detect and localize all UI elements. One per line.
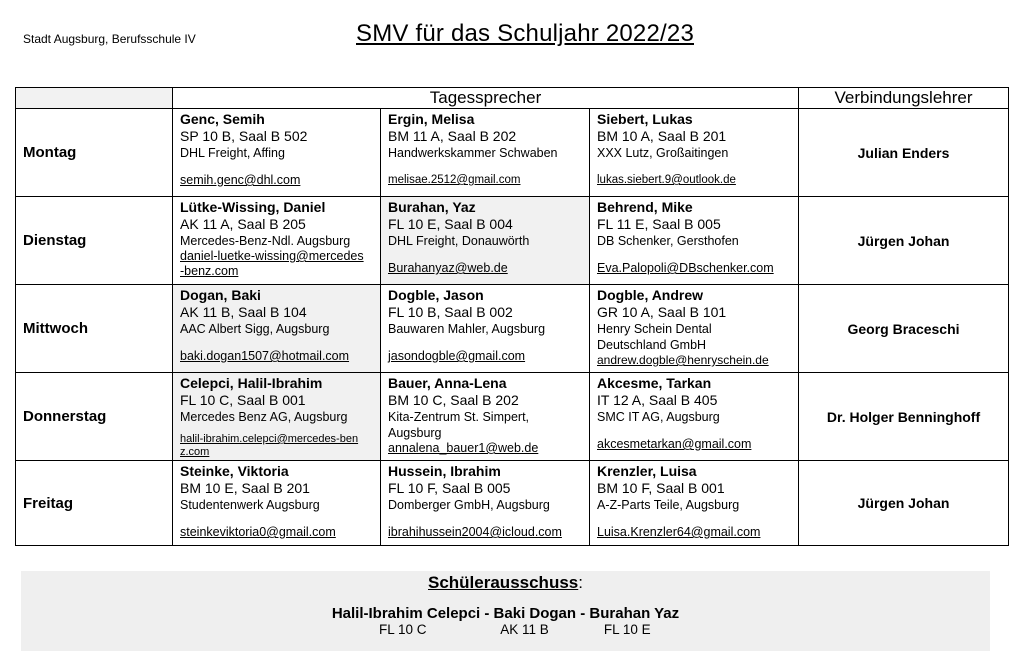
speaker-company: DHL Freight, Affing bbox=[180, 146, 285, 160]
speaker-email-link[interactable]: lukas.siebert.9@outlook.de bbox=[597, 174, 736, 186]
speaker-email-link[interactable]: ibrahihussein2004@icloud.com bbox=[388, 525, 562, 539]
speaker-company: Mercedes-Benz-Ndl. Augsburg bbox=[180, 234, 351, 248]
speaker-company: Domberger GmbH, Augsburg bbox=[388, 498, 550, 512]
liaison-teacher: Dr. Holger Benninghoff bbox=[799, 373, 1009, 461]
speaker-cell bbox=[381, 285, 590, 373]
header-speakers: Tagessprecher bbox=[173, 88, 799, 109]
speaker-class: BM 10 F, Saal B 001 bbox=[597, 480, 725, 496]
speaker-company: Studentenwerk Augsburg bbox=[180, 498, 320, 512]
day-label: Donnerstag bbox=[16, 373, 173, 461]
speaker-email-link[interactable]: steinkeviktoria0@gmail.com bbox=[180, 525, 336, 539]
speaker-email-link[interactable]: annalena_bauer1@web.de bbox=[388, 441, 539, 455]
speaker-company: Bauwaren Mahler, Augsburg bbox=[388, 322, 546, 336]
speaker-cell bbox=[173, 197, 381, 285]
speaker-cell bbox=[590, 197, 799, 285]
speaker-email-link[interactable]: Luisa.Krenzler64@gmail.com bbox=[597, 525, 761, 539]
speaker-cell bbox=[173, 373, 381, 461]
liaison-teacher: Jürgen Johan bbox=[799, 197, 1009, 285]
speaker-class: AK 11 B, Saal B 104 bbox=[180, 304, 307, 320]
table-row-dienstag bbox=[16, 197, 1009, 285]
speaker-class: FL 10 F, Saal B 005 bbox=[388, 480, 511, 496]
speaker-email-link[interactable]: halil-ibrahim.celepci@mercedes-benz.com bbox=[180, 433, 359, 458]
speaker-name: Ergin, Melisa bbox=[388, 111, 475, 127]
speaker-class: FL 11 E, Saal B 005 bbox=[597, 216, 721, 232]
speaker-company: Mercedes Benz AG, Augsburg bbox=[180, 410, 348, 424]
speaker-cell bbox=[381, 461, 590, 546]
speaker-company: DB Schenker, Gersthofen bbox=[597, 234, 739, 248]
speaker-class: SP 10 B, Saal B 502 bbox=[180, 128, 308, 144]
speaker-email-link[interactable]: semih.genc@dhl.com bbox=[180, 173, 301, 187]
table-header-row bbox=[16, 88, 1009, 109]
speaker-company: SMC IT AG, Augsburg bbox=[597, 410, 720, 424]
speaker-company: A-Z-Parts Teile, Augsburg bbox=[597, 498, 740, 512]
speaker-name: Steinke, Viktoria bbox=[180, 463, 289, 479]
day-label: Mittwoch bbox=[16, 285, 173, 373]
speaker-cell bbox=[590, 285, 799, 373]
header-blank-cell bbox=[16, 88, 173, 109]
table-row-freitag bbox=[16, 461, 1009, 546]
speaker-cell bbox=[381, 373, 590, 461]
speaker-cell bbox=[381, 109, 590, 197]
speaker-class: GR 10 A, Saal B 101 bbox=[597, 304, 727, 320]
speaker-cell bbox=[173, 109, 381, 197]
speaker-name: Hussein, Ibrahim bbox=[388, 463, 501, 479]
committee-title-text: Schülerausschuss bbox=[428, 573, 579, 592]
speaker-name: Krenzler, Luisa bbox=[597, 463, 697, 479]
committee-classes bbox=[21, 622, 990, 637]
organization-label: Stadt Augsburg, Berufsschule IV bbox=[23, 32, 196, 46]
speaker-company: AAC Albert Sigg, Augsburg bbox=[180, 322, 330, 336]
speaker-company: XXX Lutz, Großaitingen bbox=[597, 146, 729, 160]
speaker-name: Dogble, Andrew bbox=[597, 287, 704, 303]
liaison-teacher: Jürgen Johan bbox=[799, 461, 1009, 546]
committee-class: FL 10 E bbox=[603, 622, 651, 637]
committee-class: AK 11 B bbox=[500, 622, 549, 637]
smv-table bbox=[15, 87, 1009, 546]
speaker-cell bbox=[590, 109, 799, 197]
speaker-cell bbox=[590, 373, 799, 461]
table-row-montag bbox=[16, 109, 1009, 197]
speaker-name: Akcesme, Tarkan bbox=[597, 375, 712, 391]
committee-title bbox=[21, 573, 990, 593]
speaker-class: BM 11 A, Saal B 202 bbox=[388, 128, 517, 144]
speaker-name: Lütke-Wissing, Daniel bbox=[180, 199, 326, 215]
speaker-name: Dogble, Jason bbox=[388, 287, 484, 303]
day-label: Freitag bbox=[16, 461, 173, 546]
speaker-name: Siebert, Lukas bbox=[597, 111, 693, 127]
speaker-company: Henry Schein Dental Deutschland GmbH bbox=[597, 322, 712, 352]
speaker-name: Behrend, Mike bbox=[597, 199, 693, 215]
speaker-name: Celepci, Halil-Ibrahim bbox=[180, 375, 323, 391]
page-title: SMV für das Schuljahr 2022/23 bbox=[356, 20, 694, 47]
table-row-donnerstag bbox=[16, 373, 1009, 461]
student-committee-box bbox=[21, 571, 990, 651]
speaker-class: BM 10 E, Saal B 201 bbox=[180, 480, 310, 496]
speaker-cell bbox=[173, 461, 381, 546]
speaker-cell bbox=[173, 285, 381, 373]
speaker-email-link[interactable]: Burahanyaz@web.de bbox=[388, 261, 508, 275]
liaison-teacher: Julian Enders bbox=[799, 109, 1009, 197]
committee-class: FL 10 C bbox=[378, 622, 427, 637]
speaker-class: BM 10 C, Saal B 202 bbox=[388, 392, 519, 408]
speaker-class: FL 10 C, Saal B 001 bbox=[180, 392, 306, 408]
speaker-name: Bauer, Anna-Lena bbox=[388, 375, 507, 391]
speaker-class: IT 12 A, Saal B 405 bbox=[597, 392, 718, 408]
speaker-class: BM 10 A, Saal B 201 bbox=[597, 128, 727, 144]
speaker-class: FL 10 E, Saal B 004 bbox=[388, 216, 513, 232]
speaker-name: Genc, Semih bbox=[180, 111, 265, 127]
speaker-email-link[interactable]: jasondogble@gmail.com bbox=[388, 349, 526, 363]
speaker-cell bbox=[381, 197, 590, 285]
committee-names: Halil-Ibrahim Celepci - Baki Dogan - Burahan Yaz bbox=[331, 605, 680, 622]
speaker-email-link[interactable]: baki.dogan1507@hotmail.com bbox=[180, 349, 350, 363]
day-label: Montag bbox=[16, 109, 173, 197]
day-label: Dienstag bbox=[16, 197, 173, 285]
liaison-teacher: Georg Braceschi bbox=[799, 285, 1009, 373]
speaker-cell bbox=[590, 461, 799, 546]
speaker-email-link[interactable]: Eva.Palopoli@DBschenker.com bbox=[597, 261, 774, 275]
header-teacher: Verbindungslehrer bbox=[799, 88, 1009, 109]
speaker-company: Kita-Zentrum St. Simpert, Augsburg bbox=[388, 410, 530, 440]
speaker-class: FL 10 B, Saal B 002 bbox=[388, 304, 513, 320]
speaker-email-link[interactable]: melisae.2512@gmail.com bbox=[388, 174, 521, 186]
table-row-mittwoch bbox=[16, 285, 1009, 373]
committee-title-colon: : bbox=[578, 573, 583, 592]
speaker-name: Burahan, Yaz bbox=[388, 199, 476, 215]
speaker-company: Handwerkskammer Schwaben bbox=[388, 146, 558, 160]
speaker-name: Dogan, Baki bbox=[180, 287, 261, 303]
speaker-email-link[interactable]: akcesmetarkan@gmail.com bbox=[597, 437, 752, 451]
speaker-email-link[interactable]: daniel-luetke-wissing@mercedes-benz.com bbox=[180, 249, 364, 278]
speaker-company: DHL Freight, Donauwörth bbox=[388, 234, 530, 248]
speaker-email-link[interactable]: andrew.dogble@henryschein.de bbox=[597, 353, 769, 367]
speaker-class: AK 11 A, Saal B 205 bbox=[180, 216, 306, 232]
